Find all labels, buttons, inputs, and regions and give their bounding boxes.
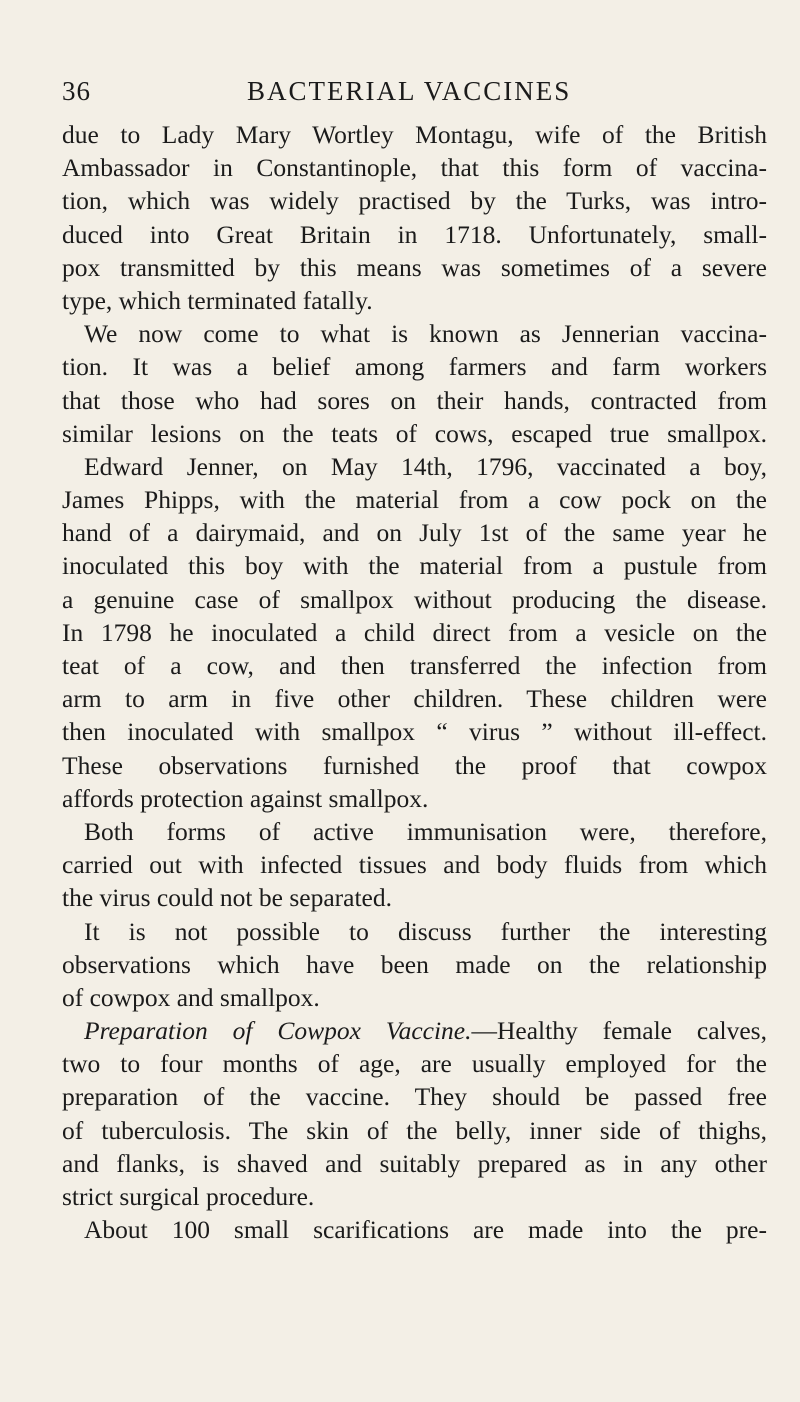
text-line: the virus could not be separated. (62, 883, 392, 913)
text-line: of tuberculosis. The skin of the belly, inner side of thighs, (62, 1115, 767, 1145)
text-line: and flanks, is shaved and suitably prepared as in any other (62, 1148, 767, 1178)
text-line: These observations furnished the proof that cowpox (62, 750, 767, 780)
text-line: a genuine case of smallpox without producing the disease. (62, 584, 767, 614)
section-heading: Preparation of Cowpox Vaccine. (84, 1016, 472, 1046)
text-line: of cowpox and smallpox. (62, 982, 320, 1012)
running-title: BACTERIAL VACCINES (247, 76, 572, 106)
text-line: preparation of the vaccine. They should be passed free (62, 1082, 767, 1112)
text-line: In 1798 he inoculated a child direct from a vesicle on the (62, 617, 767, 647)
text-line: carried out with infected tissues and body fluids from which (62, 850, 767, 880)
text-line: two to four months of age, are usually employed for the (62, 1049, 767, 1079)
text-line: pox transmitted by this means was sometimes of a severe (62, 252, 767, 282)
text-line: It is not possible to discuss further the interesting (84, 916, 767, 946)
text-line: duced into Great Britain in 1718. Unfortunately, small- (62, 219, 767, 249)
text-line: then inoculated with smallpox “ virus ” without ill-effect. (62, 717, 767, 747)
text-line: observations which have been made on the relationship (62, 949, 767, 979)
text-line: James Phipps, with the material from a cow pock on the (62, 485, 767, 515)
text-line: tion, which was widely practised by the Turks, was intro- (62, 186, 767, 216)
page-number: 36 (62, 76, 91, 106)
section-heading-line (62, 1014, 767, 1047)
running-head (62, 76, 750, 112)
text-line: affords protection against smallpox. (62, 783, 429, 813)
text-line: similar lesions on the teats of cows, escaped true smallpox. (62, 418, 767, 448)
body-text (62, 118, 767, 1246)
text-line: arm to arm in five other children. These children were (62, 684, 767, 714)
text-line: that those who had sores on their hands, contracted from (62, 385, 767, 415)
text-line: Ambassador in Constantinople, that this form of vaccina- (62, 153, 767, 183)
section-lead-text: —Healthy female calves, (471, 1016, 767, 1046)
text-line: due to Lady Mary Wortley Montagu, wife of the British (62, 120, 767, 149)
text-line: type, which terminated fatally. (62, 285, 373, 315)
text-line: strict surgical procedure. (62, 1182, 315, 1211)
text-line: We now come to what is known as Jennerian vaccina- (84, 319, 767, 349)
text-line: hand of a dairymaid, and on July 1st of the same year he (62, 518, 767, 548)
text-line: inoculated this boy with the material from a pustule from (62, 551, 767, 581)
text-line: About 100 small scarifications are made into the pre- (84, 1215, 767, 1245)
text-line: Edward Jenner, on May 14th, 1796, vaccinated a boy, (84, 451, 767, 481)
text-line: tion. It was a belief among farmers and farm workers (62, 352, 767, 382)
text-line: Both forms of active immunisation were, therefore, (84, 816, 767, 846)
text-line: teat of a cow, and then transferred the infection from (62, 651, 767, 680)
